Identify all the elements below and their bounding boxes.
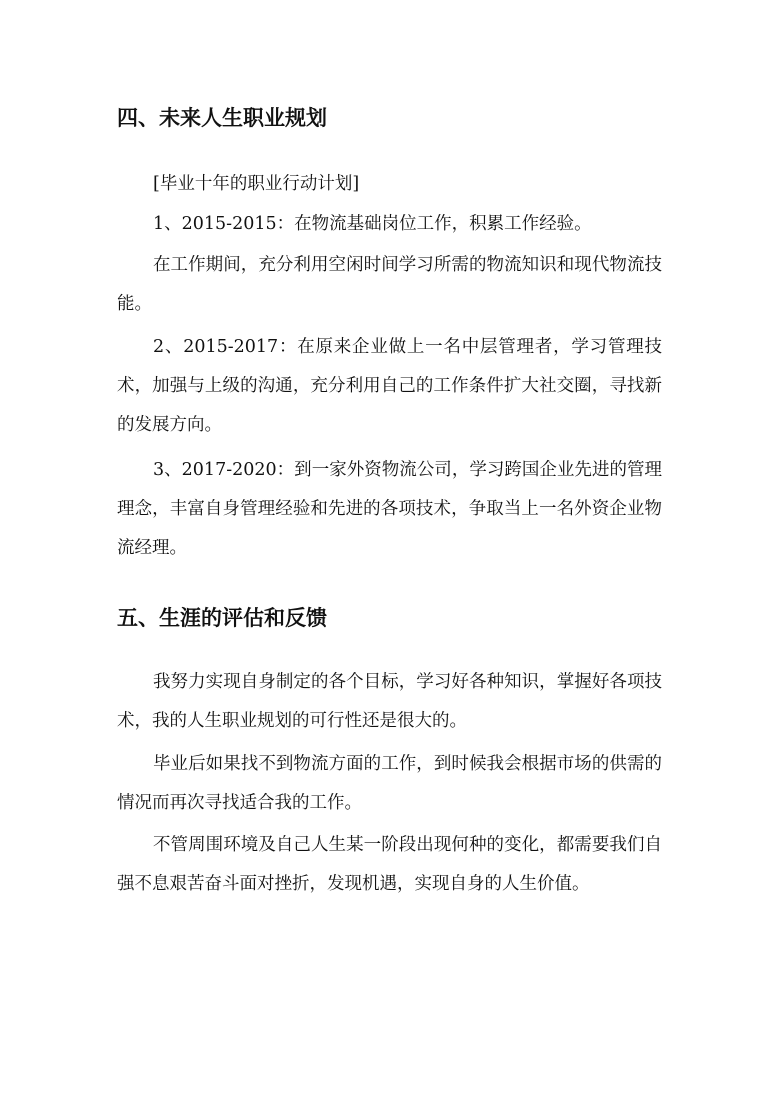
section-5-paragraph-3: 不管周围环境及自己人生某一阶段出现何种的变化，都需要我们自强不息艰苦奋斗面对挫折，发现机遇，实现自身的人生价值。 xyxy=(117,835,662,894)
section-5-paragraph-2: 毕业后如果找不到物流方面的工作，到时候我会根据市场的供需的情况而再次寻找适合我的工作。 xyxy=(117,754,662,813)
plan-item-3: 3、2017-2020：到一家外资物流公司，学习跨国企业先进的管理理念，丰富自身管理经验和先进的各项技术，争取当上一名外资企业物流经理。 xyxy=(117,460,662,558)
plan-item-1-detail: 在工作期间，充分利用空闲时间学习所需的物流知识和现代物流技能。 xyxy=(117,255,662,314)
section-5-heading: 五、生涯的评估和反馈 xyxy=(117,606,327,630)
section-4-heading: 四、未来人生职业规划 xyxy=(117,106,327,130)
plan-item-2: 2、2015-2017：在原来企业做上一名中层管理者，学习管理技术，加强与上级的沟通，充分利用自己的工作条件扩大社交圈，寻找新的发展方向。 xyxy=(117,337,662,435)
plan-title: [毕业十年的职业行动计划] xyxy=(153,174,360,194)
section-5-paragraph-1: 我努力实现自身制定的各个目标，学习好各种知识，掌握好各项技术，我的人生职业规划的可行性还是很大的。 xyxy=(117,672,662,731)
plan-item-1: 1、2015-2015：在物流基础岗位工作，积累工作经验。 xyxy=(153,214,592,234)
